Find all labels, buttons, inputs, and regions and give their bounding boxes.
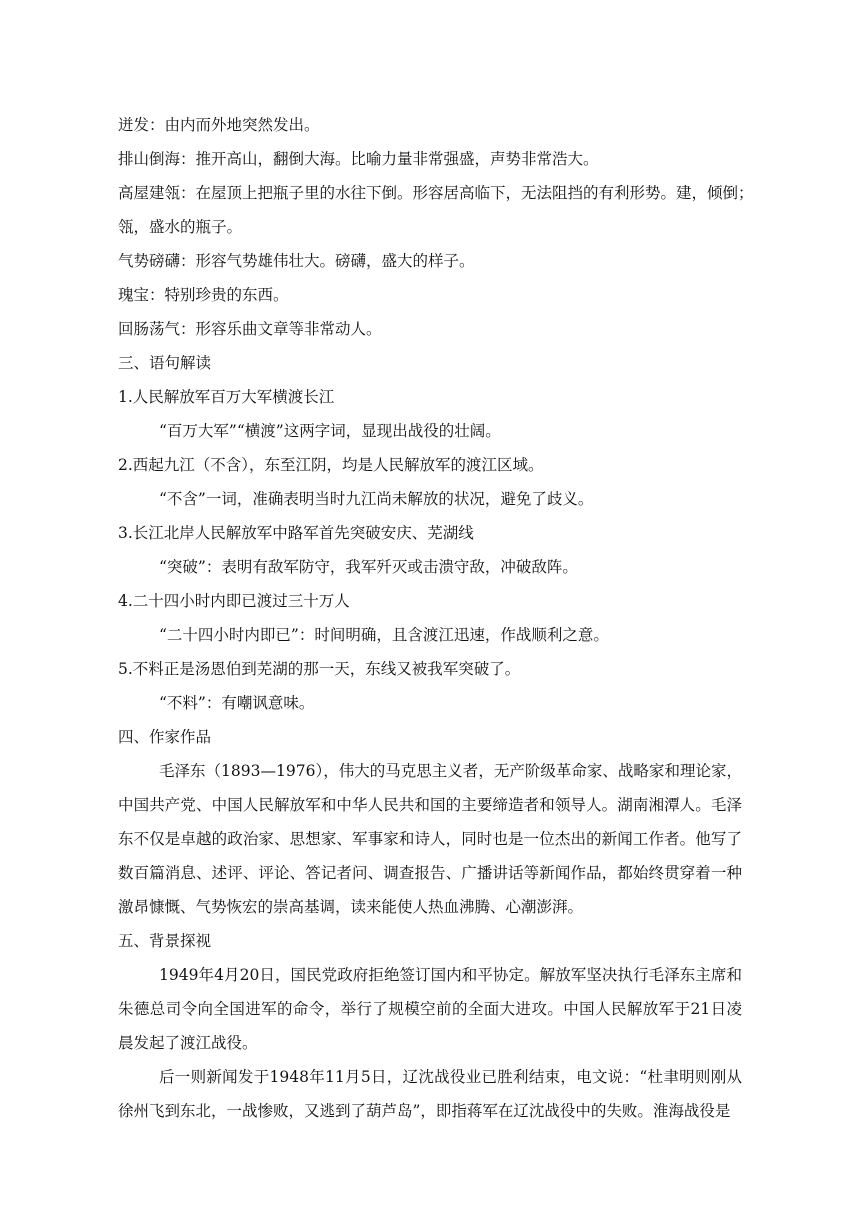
vocab-item: 高屋建瓴：在屋顶上把瓶子里的水往下倒。形容居高临下，无法阻挡的有利形势。建，倾倒； <box>118 184 754 202</box>
section-heading-3: 三、语句解读 <box>118 354 212 372</box>
background-paragraph-1: 1949年4月20日，国民党政府拒绝签订国内和平协定。解放军坚决执行毛泽东主席和朱德总司令向全国进军的命令，举行了规模空前的全面大进攻。中国人民解放军于21日凌晨发起了渡江战役。 <box>118 966 742 1052</box>
document-page <box>118 108 754 1128</box>
vocab-item: 迸发：由内而外地突然发出。 <box>118 116 320 134</box>
sentence-note-2: “不含”一词，准确表明当时九江尚未解放的状况，避免了歧义。 <box>159 490 594 508</box>
sentence-1: 1.人民解放军百万大军横渡长江 <box>118 388 335 406</box>
section-heading-4: 四、作家作品 <box>118 728 212 746</box>
vocab-item: 气势磅礴：形容气势雄伟壮大。磅礴，盛大的样子。 <box>118 252 475 270</box>
sentence-note-5: “不料”：有嘲讽意味。 <box>159 694 315 712</box>
vocab-item-continuation: 瓴，盛水的瓶子。 <box>118 218 243 236</box>
section-heading-5: 五、背景探视 <box>118 932 212 950</box>
sentence-2: 2.西起九江（不含），东至江阴，均是人民解放军的渡江区域。 <box>118 456 544 474</box>
vocab-item: 回肠荡气：形容乐曲文章等非常动人。 <box>118 320 382 338</box>
sentence-note-3: “突破”：表明有敌军防守，我军歼灭或击溃守敌，冲破敌阵。 <box>159 558 578 576</box>
vocab-item: 瑰宝：特别珍贵的东西。 <box>118 286 289 304</box>
sentence-4: 4.二十四小时内即已渡过三十万人 <box>118 592 350 610</box>
sentence-note-1: “百万大军”“横渡”这两字词，显现出战役的壮阔。 <box>159 422 501 440</box>
author-paragraph: 毛泽东（1893—1976），伟大的马克思主义者，无产阶级革命家、战略家和理论家，中国共产党、中国人民解放军和中华人民共和国的主要缔造者和领导人。湖南湘潭人。毛泽东不仅是卓越的政治家、思想家、军事家和诗人，同时也是一位杰出的新闻工作者。他写了数百篇消息、述评、评论、答记者问、调查报告、广播讲话等新闻作品，都始终贯穿着一种激昂慷慨、气势恢宏的崇高基调，读来能使人热血沸腾、心潮澎湃。 <box>118 762 742 916</box>
background-paragraph-2: 后一则新闻发于1948年11月5日，辽沈战役业已胜利结束，电文说：“杜聿明则刚从徐州飞到东北，一战惨败，又逃到了葫芦岛”，即指蒋军在辽沈战役中的失败。淮海战役是 <box>118 1068 742 1120</box>
sentence-5: 5.不料正是汤恩伯到芜湖的那一天，东线又被我军突破了。 <box>118 660 521 678</box>
sentence-3: 3.长江北岸人民解放军中路军首先突破安庆、芜湖线 <box>118 524 474 542</box>
vocab-item: 排山倒海：推开高山，翻倒大海。比喻力量非常强盛，声势非常浩大。 <box>118 150 599 168</box>
sentence-note-4: “二十四小时内即已”：时间明确，且含渡江迅速，作战顺利之意。 <box>159 626 609 644</box>
